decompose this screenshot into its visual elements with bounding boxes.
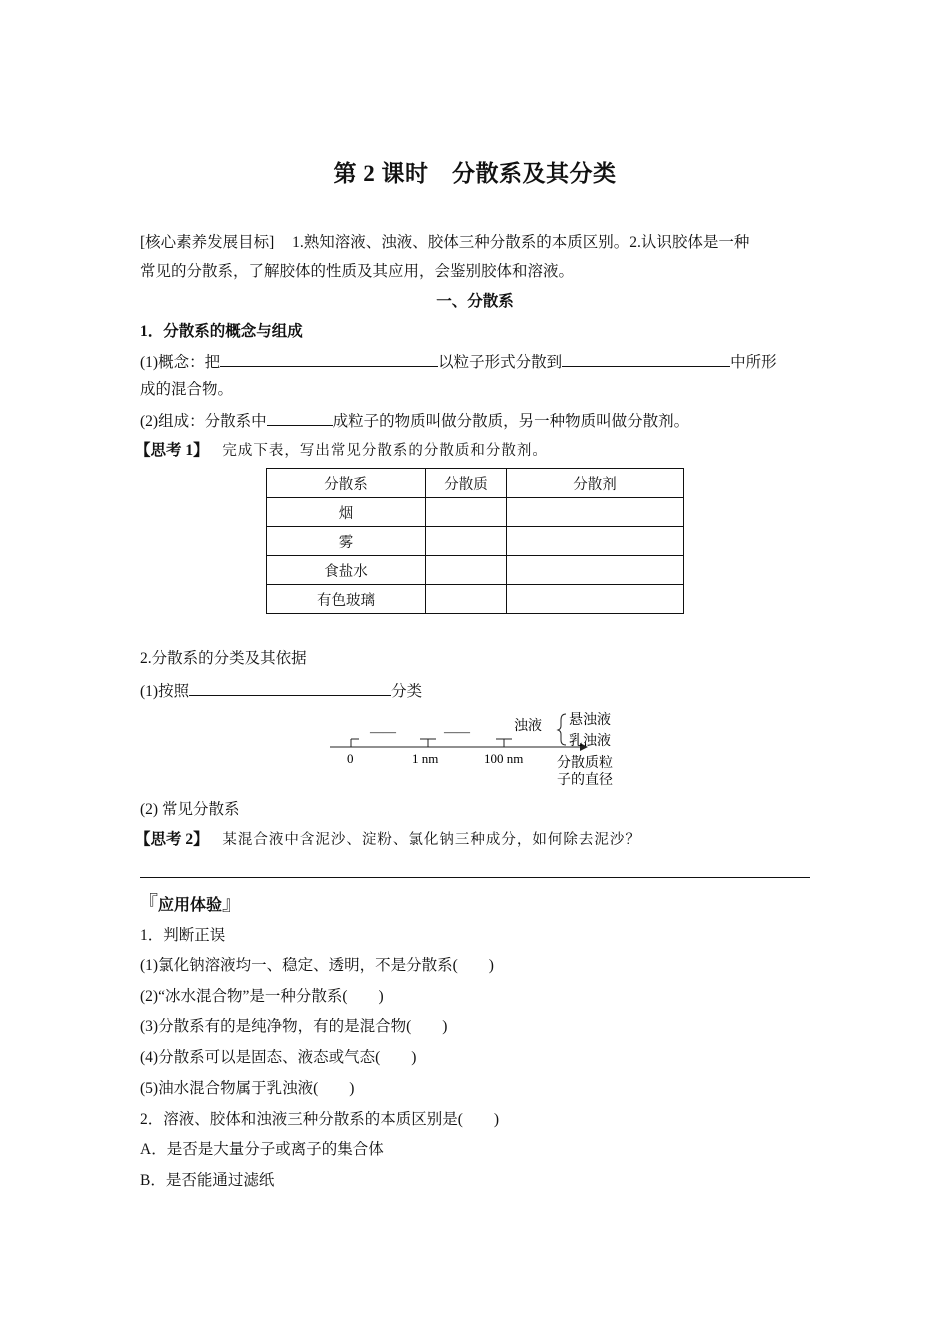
table-cell-system: 有色玻璃 — [267, 585, 426, 614]
think1-text: 完成下表，写出常见分散系的分散质和分散剂。 — [222, 443, 548, 459]
option-a[interactable]: A．是否是大量分子或离子的集合体 — [140, 1141, 384, 1158]
think1-label: 【思考 1】 — [135, 442, 209, 459]
concept-text-b: 以粒子形式分散到 — [438, 354, 563, 371]
goals-label: [核心素养发展目标] — [140, 234, 275, 251]
axis-label-line2: 子的直径 — [557, 773, 613, 788]
table-row — [267, 585, 684, 614]
particle-size-diagram — [326, 706, 626, 790]
table-cell-blank[interactable] — [426, 498, 507, 527]
table-cell-blank[interactable] — [507, 527, 684, 556]
table-cell-system: 食盐水 — [267, 556, 426, 585]
answer-line[interactable] — [140, 877, 810, 878]
table-cell-blank[interactable] — [507, 556, 684, 585]
label-suspension: 悬浊液 — [569, 713, 611, 728]
option-b[interactable]: B．是否能通过滤纸 — [140, 1172, 275, 1189]
concept-line — [140, 351, 777, 373]
table-cell-blank[interactable] — [507, 585, 684, 614]
table-header-row — [267, 469, 684, 498]
concept-blank-2[interactable] — [562, 351, 730, 367]
table-cell-blank[interactable] — [426, 527, 507, 556]
concept-text-a: (1)概念：把 — [140, 354, 221, 371]
concept-blank-1[interactable] — [220, 351, 438, 367]
composition-text-b: 成粒子的物质叫做分散质，另一种物质叫做分散剂。 — [332, 413, 690, 430]
goals-text-1: 1.熟知溶液、浊液、胶体三种分散系的本质区别。2.认识胶体是一种 — [292, 234, 750, 251]
question-1: 1．判断正误 — [140, 927, 226, 944]
question-2: 2．溶液、胶体和浊液三种分散系的本质区别是( ) — [140, 1111, 500, 1128]
common-systems: (2) 常见分散系 — [140, 801, 240, 818]
bracket-close: 』 — [222, 893, 243, 915]
composition-text-a: (2)组成：分散系中 — [140, 413, 267, 430]
table-cell-blank[interactable] — [507, 498, 684, 527]
concept-line-2: 成的混合物。 — [140, 381, 234, 398]
statement-4: (4)分散系可以是固态、液态或气态( ) — [140, 1049, 417, 1066]
table-cell-system: 雾 — [267, 527, 426, 556]
axis-label-line1: 分散质粒 — [557, 756, 613, 771]
think2-text: 某混合液中含泥沙、淀粉、氯化钠三种成分，如何除去泥沙？ — [222, 832, 641, 848]
classify-line — [140, 680, 422, 702]
table-header-cell: 分散剂 — [507, 469, 684, 498]
statement-1: (1)氯化钠溶液均一、稳定、透明，不是分散系( ) — [140, 957, 494, 974]
statement-2: (2)“冰水混合物”是一种分散系( ) — [140, 988, 384, 1005]
tick-label-0: 0 — [347, 751, 354, 766]
table-cell-system: 烟 — [267, 498, 426, 527]
classify-text-a: (1)按照 — [140, 683, 190, 700]
think2 — [135, 830, 641, 850]
table-row — [267, 498, 684, 527]
page-title: 第 2 课时 分散系及其分类 — [333, 161, 617, 186]
concept-text-c: 中所形 — [730, 354, 777, 371]
think2-label: 【思考 2】 — [135, 831, 209, 848]
classify-blank[interactable] — [189, 680, 391, 696]
section-heading-dispersion: 一、分散系 — [436, 293, 514, 310]
brace-icon — [558, 714, 566, 745]
goals-line-1 — [140, 233, 749, 253]
label-emulsion: 乳浊液 — [569, 734, 611, 749]
table-cell-blank[interactable] — [426, 585, 507, 614]
dispersion-table — [266, 468, 684, 614]
apply-heading-text: 应用体验 — [158, 897, 223, 914]
diagram-blank-2[interactable]: —— — [444, 724, 470, 739]
composition-blank[interactable] — [267, 410, 333, 426]
table-row — [267, 556, 684, 585]
table-cell-blank[interactable] — [426, 556, 507, 585]
item2-heading: 2.分散系的分类及其依据 — [140, 650, 307, 667]
table-row — [267, 527, 684, 556]
composition-line — [140, 410, 689, 432]
table-header-cell: 分散质 — [426, 469, 507, 498]
tick-label-100nm: 100 nm — [484, 751, 524, 766]
statement-3: (3)分散系有的是纯净物，有的是混合物( ) — [140, 1018, 448, 1035]
statement-5: (5)油水混合物属于乳浊液( ) — [140, 1080, 355, 1097]
table-header-cell: 分散系 — [267, 469, 426, 498]
diagram-blank-1[interactable]: —— — [370, 724, 396, 739]
apply-heading — [138, 887, 242, 916]
bracket-open: 『 — [138, 893, 158, 915]
classify-text-b: 分类 — [391, 683, 423, 700]
think1 — [135, 441, 548, 461]
tick-label-1nm: 1 nm — [412, 751, 439, 766]
label-turbid: 浊液 — [514, 719, 542, 734]
item1-heading: 1．分散系的概念与组成 — [140, 323, 303, 340]
goals-line-2: 常见的分散系，了解胶体的性质及其应用，会鉴别胶体和溶液。 — [140, 263, 575, 280]
